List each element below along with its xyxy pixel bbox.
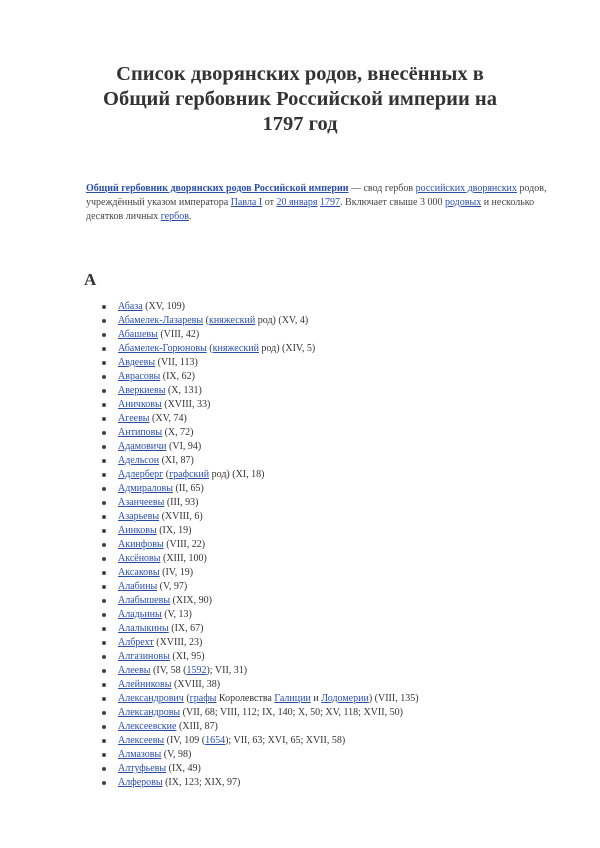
entry-text (118, 664, 247, 678)
bullet-icon (102, 459, 106, 463)
family-name-link[interactable]: Агеевы (118, 413, 150, 424)
family-name-link[interactable]: Адельсон (118, 455, 160, 466)
bullet-icon (102, 683, 106, 687)
bullet-icon (102, 347, 106, 351)
bullet-icon (102, 613, 106, 617)
entry-text (118, 524, 191, 538)
family-name-link[interactable]: Аладьины (118, 609, 162, 620)
entry-text-part: (X, 131) (165, 385, 202, 396)
entry-text (118, 566, 193, 580)
family-name-link[interactable]: Адамовичи (118, 441, 167, 452)
entry-text-part: (VII, 68; VIII, 112; IX, 140; X, 50; XV, 118; XVII, 50) (180, 707, 403, 718)
family-name-link[interactable]: Авдеевы (118, 357, 156, 368)
bullet-icon (102, 641, 106, 645)
entry-text-part: и (310, 693, 322, 704)
entry-text-part: (VIII, 42) (157, 329, 200, 340)
entry-text (118, 678, 220, 692)
bullet-icon (102, 487, 106, 491)
intro-text: . Включает свыше 3 000 (340, 197, 445, 208)
entry-text (118, 608, 192, 622)
intro-link-gerbov[interactable]: гербов (160, 211, 189, 222)
bullet-icon (102, 571, 106, 575)
bullet-icon (102, 711, 106, 715)
bullet-icon (102, 697, 106, 701)
family-name-link[interactable]: Адлерберг (118, 469, 164, 480)
entry-text-part: (IV, 109 ( (164, 735, 206, 746)
entry-inline-link[interactable]: Лодомерии (321, 693, 369, 704)
intro-link-gerbovnik[interactable]: Общий гербовник дворянских родов Российской империи (86, 183, 349, 194)
entry-text-part: Королевства (216, 693, 275, 704)
entry-text-part: (IV, 19) (159, 567, 194, 578)
entry-text-part: (XV, 109) (142, 301, 185, 312)
family-name-link[interactable]: Аверкиевы (118, 385, 166, 396)
entry-text-part: (IX, 123; XIX, 97) (162, 777, 241, 788)
family-name-link[interactable]: Алгазиновы (118, 651, 170, 662)
family-name-link[interactable]: Акинфовы (118, 539, 164, 550)
entry-text-part: (IX, 19) (156, 525, 192, 536)
entry-text-part: (XIII, 100) (160, 553, 207, 564)
entry-text-part: ( (203, 315, 209, 326)
intro-link-date[interactable]: 20 января (276, 197, 318, 208)
entry-text-part: (X, 72) (162, 427, 194, 438)
bullet-icon (102, 627, 106, 631)
entry-text (118, 692, 419, 706)
bullet-icon (102, 501, 106, 505)
entry-inline-link[interactable]: графский (169, 469, 210, 480)
family-name-link[interactable]: Аинковы (118, 525, 157, 536)
entry-text (118, 482, 204, 496)
entry-text-part: (XVIII, 38) (171, 679, 221, 690)
bullet-icon (102, 319, 106, 323)
entry-text (118, 328, 199, 342)
title-line-3: 1797 год (262, 113, 338, 135)
entry-text-part: (VIII, 22) (163, 539, 206, 550)
entry-text-part: (V, 13) (161, 609, 192, 620)
entry-text (118, 650, 205, 664)
bullet-icon (102, 529, 106, 533)
intro-text: от (262, 197, 277, 208)
family-name-link[interactable]: Адмираловы (118, 483, 173, 494)
intro-text: . (188, 211, 192, 222)
entry-text (118, 370, 195, 384)
family-name-link[interactable]: Алалыкины (118, 623, 169, 634)
family-name-link[interactable]: Аничковы (118, 399, 162, 410)
entry-text-part: ( (206, 343, 213, 354)
intro-paragraph (86, 182, 556, 224)
family-name-link[interactable]: Алтуфьевы (118, 763, 167, 774)
entry-inline-link[interactable]: 1592 (186, 665, 207, 676)
entry-text-part: (XI, 95) (169, 651, 205, 662)
title-line-2: Общий гербовник Российской империи на (103, 88, 497, 110)
family-name-link[interactable]: Абамелек-Горюновы (118, 343, 207, 354)
entry-text (118, 314, 308, 328)
bullet-icon (102, 361, 106, 365)
family-name-link[interactable]: Азанчеевы (118, 497, 165, 508)
bullet-icon (102, 515, 106, 519)
bullet-icon (102, 403, 106, 407)
entry-text (118, 300, 185, 314)
entry-text (118, 468, 264, 482)
family-name-link[interactable]: Алмазовы (118, 749, 162, 760)
entry-inline-link[interactable]: княжеский (212, 343, 259, 354)
family-name-link[interactable]: Алабины (118, 581, 158, 592)
intro-link-paul[interactable]: Павла I (230, 197, 263, 208)
entry-text-part: (XVIII, 23) (153, 637, 203, 648)
entry-text (118, 454, 194, 468)
intro-link-rodovykh[interactable]: родовых (444, 197, 482, 208)
intro-link-russian-noble[interactable]: российских дворянских (415, 183, 517, 194)
intro-link-year[interactable]: 1797 (320, 197, 341, 208)
entry-text-part: род) (XIV, 5) (258, 343, 316, 354)
intro-text: — свод гербов (348, 183, 416, 194)
entry-text-part: ); VII, 31) (206, 665, 248, 676)
family-name-link[interactable]: Абашевы (118, 329, 158, 340)
bullet-icon (102, 781, 106, 785)
entry-text (118, 622, 203, 636)
entry-text (118, 720, 218, 734)
entry-text-part: (VI, 94) (166, 441, 202, 452)
bullet-icon (102, 585, 106, 589)
section-heading-letter: А (84, 270, 97, 289)
entry-text-part: (II, 65) (172, 483, 204, 494)
entry-text (118, 636, 202, 650)
bullet-icon (102, 431, 106, 435)
family-name-link[interactable]: Абамелек-Лазаревы (118, 315, 204, 326)
entry-text-part: ) (VIII, 135) (368, 693, 419, 704)
bullet-icon (102, 767, 106, 771)
title-line-1: Список дворянских родов, внесённых в (116, 63, 484, 85)
entry-text (118, 580, 187, 594)
bullet-icon (102, 557, 106, 561)
entry-text-part: ( (163, 469, 170, 480)
entry-text-part: (IX, 62) (160, 371, 195, 382)
family-name-link[interactable]: Албрехт (118, 637, 154, 648)
family-name-link[interactable]: Абаза (118, 301, 143, 312)
entry-text (118, 762, 201, 776)
family-name-link[interactable]: Алексеевские (118, 721, 177, 732)
entry-text (118, 412, 187, 426)
entry-text (118, 426, 193, 440)
entry-text (118, 342, 315, 356)
entry-text (118, 496, 198, 510)
entry-inline-link[interactable]: Галиции (274, 693, 311, 704)
entry-text-part: (XV, 74) (149, 413, 187, 424)
entry-text-part: род) (XI, 18) (209, 469, 265, 480)
entry-text-part: (XI, 87) (159, 455, 194, 466)
entry-text-part: род) (XV, 4) (255, 315, 309, 326)
family-name-link[interactable]: Антиповы (118, 427, 163, 438)
family-name-link[interactable]: Аксёновы (118, 553, 161, 564)
family-name-link[interactable]: Аврасовы (118, 371, 161, 382)
bullet-icon (102, 473, 106, 477)
entry-text (118, 384, 202, 398)
entry-text (118, 552, 207, 566)
entry-text (118, 398, 210, 412)
family-name-link[interactable]: Александрович (118, 693, 184, 704)
bullet-icon (102, 753, 106, 757)
family-name-link[interactable]: Аксаковы (118, 567, 160, 578)
family-name-link[interactable]: Азарьевы (118, 511, 160, 522)
entry-text (118, 594, 212, 608)
entry-text-part: (XIII, 87) (176, 721, 218, 732)
bullet-icon (102, 655, 106, 659)
bullet-icon (102, 725, 106, 729)
bullet-icon (102, 599, 106, 603)
bullet-icon (102, 417, 106, 421)
entry-text-part: (XIX, 90) (170, 595, 212, 606)
bullet-icon (102, 543, 106, 547)
family-name-link[interactable]: Алексеевы (118, 735, 165, 746)
entry-inline-link[interactable]: 1654 (205, 735, 226, 746)
family-name-link[interactable]: Алейниковы (118, 679, 172, 690)
entry-text-part: (IV, 58 ( (150, 665, 187, 676)
bullet-icon (102, 389, 106, 393)
intro-text: и несколько десятков личных (86, 197, 535, 222)
entry-text-part: (IX, 49) (166, 763, 201, 774)
entry-inline-link[interactable]: графы (189, 693, 217, 704)
entry-text (118, 748, 191, 762)
bullet-icon (102, 375, 106, 379)
bullet-icon (102, 739, 106, 743)
family-name-link[interactable]: Алеевы (118, 665, 151, 676)
family-name-link[interactable]: Алабышевы (118, 595, 171, 606)
entry-text-part: ( (183, 693, 190, 704)
entry-text-part: (V, 98) (161, 749, 192, 760)
entry-text (118, 356, 198, 370)
bullet-icon (102, 445, 106, 449)
entry-inline-link[interactable]: княжеский (208, 315, 256, 326)
entry-text (118, 776, 240, 790)
family-name-link[interactable]: Александровы (118, 707, 181, 718)
bullet-icon (102, 669, 106, 673)
bullet-icon (102, 333, 106, 337)
entry-text-part: (III, 93) (164, 497, 199, 508)
entry-text-part: (XVIII, 6) (159, 511, 203, 522)
entry-text-part: ); VII, 63; XVI, 65; XVII, 58) (225, 735, 346, 746)
entry-text-part: (XVIII, 33) (161, 399, 211, 410)
intro-text: родов, учреждённый указом императора (86, 183, 547, 208)
entry-text-part: (V, 97) (157, 581, 188, 592)
entry-text (118, 734, 345, 748)
family-name-link[interactable]: Алферовы (118, 777, 163, 788)
entry-text (118, 440, 201, 454)
bullet-icon (102, 305, 106, 309)
entry-text (118, 706, 403, 720)
entry-text-part: (VII, 113) (155, 357, 198, 368)
entry-text (118, 510, 203, 524)
entry-text (118, 538, 205, 552)
page-title (60, 62, 540, 137)
entry-text-part: (IX, 67) (168, 623, 204, 634)
